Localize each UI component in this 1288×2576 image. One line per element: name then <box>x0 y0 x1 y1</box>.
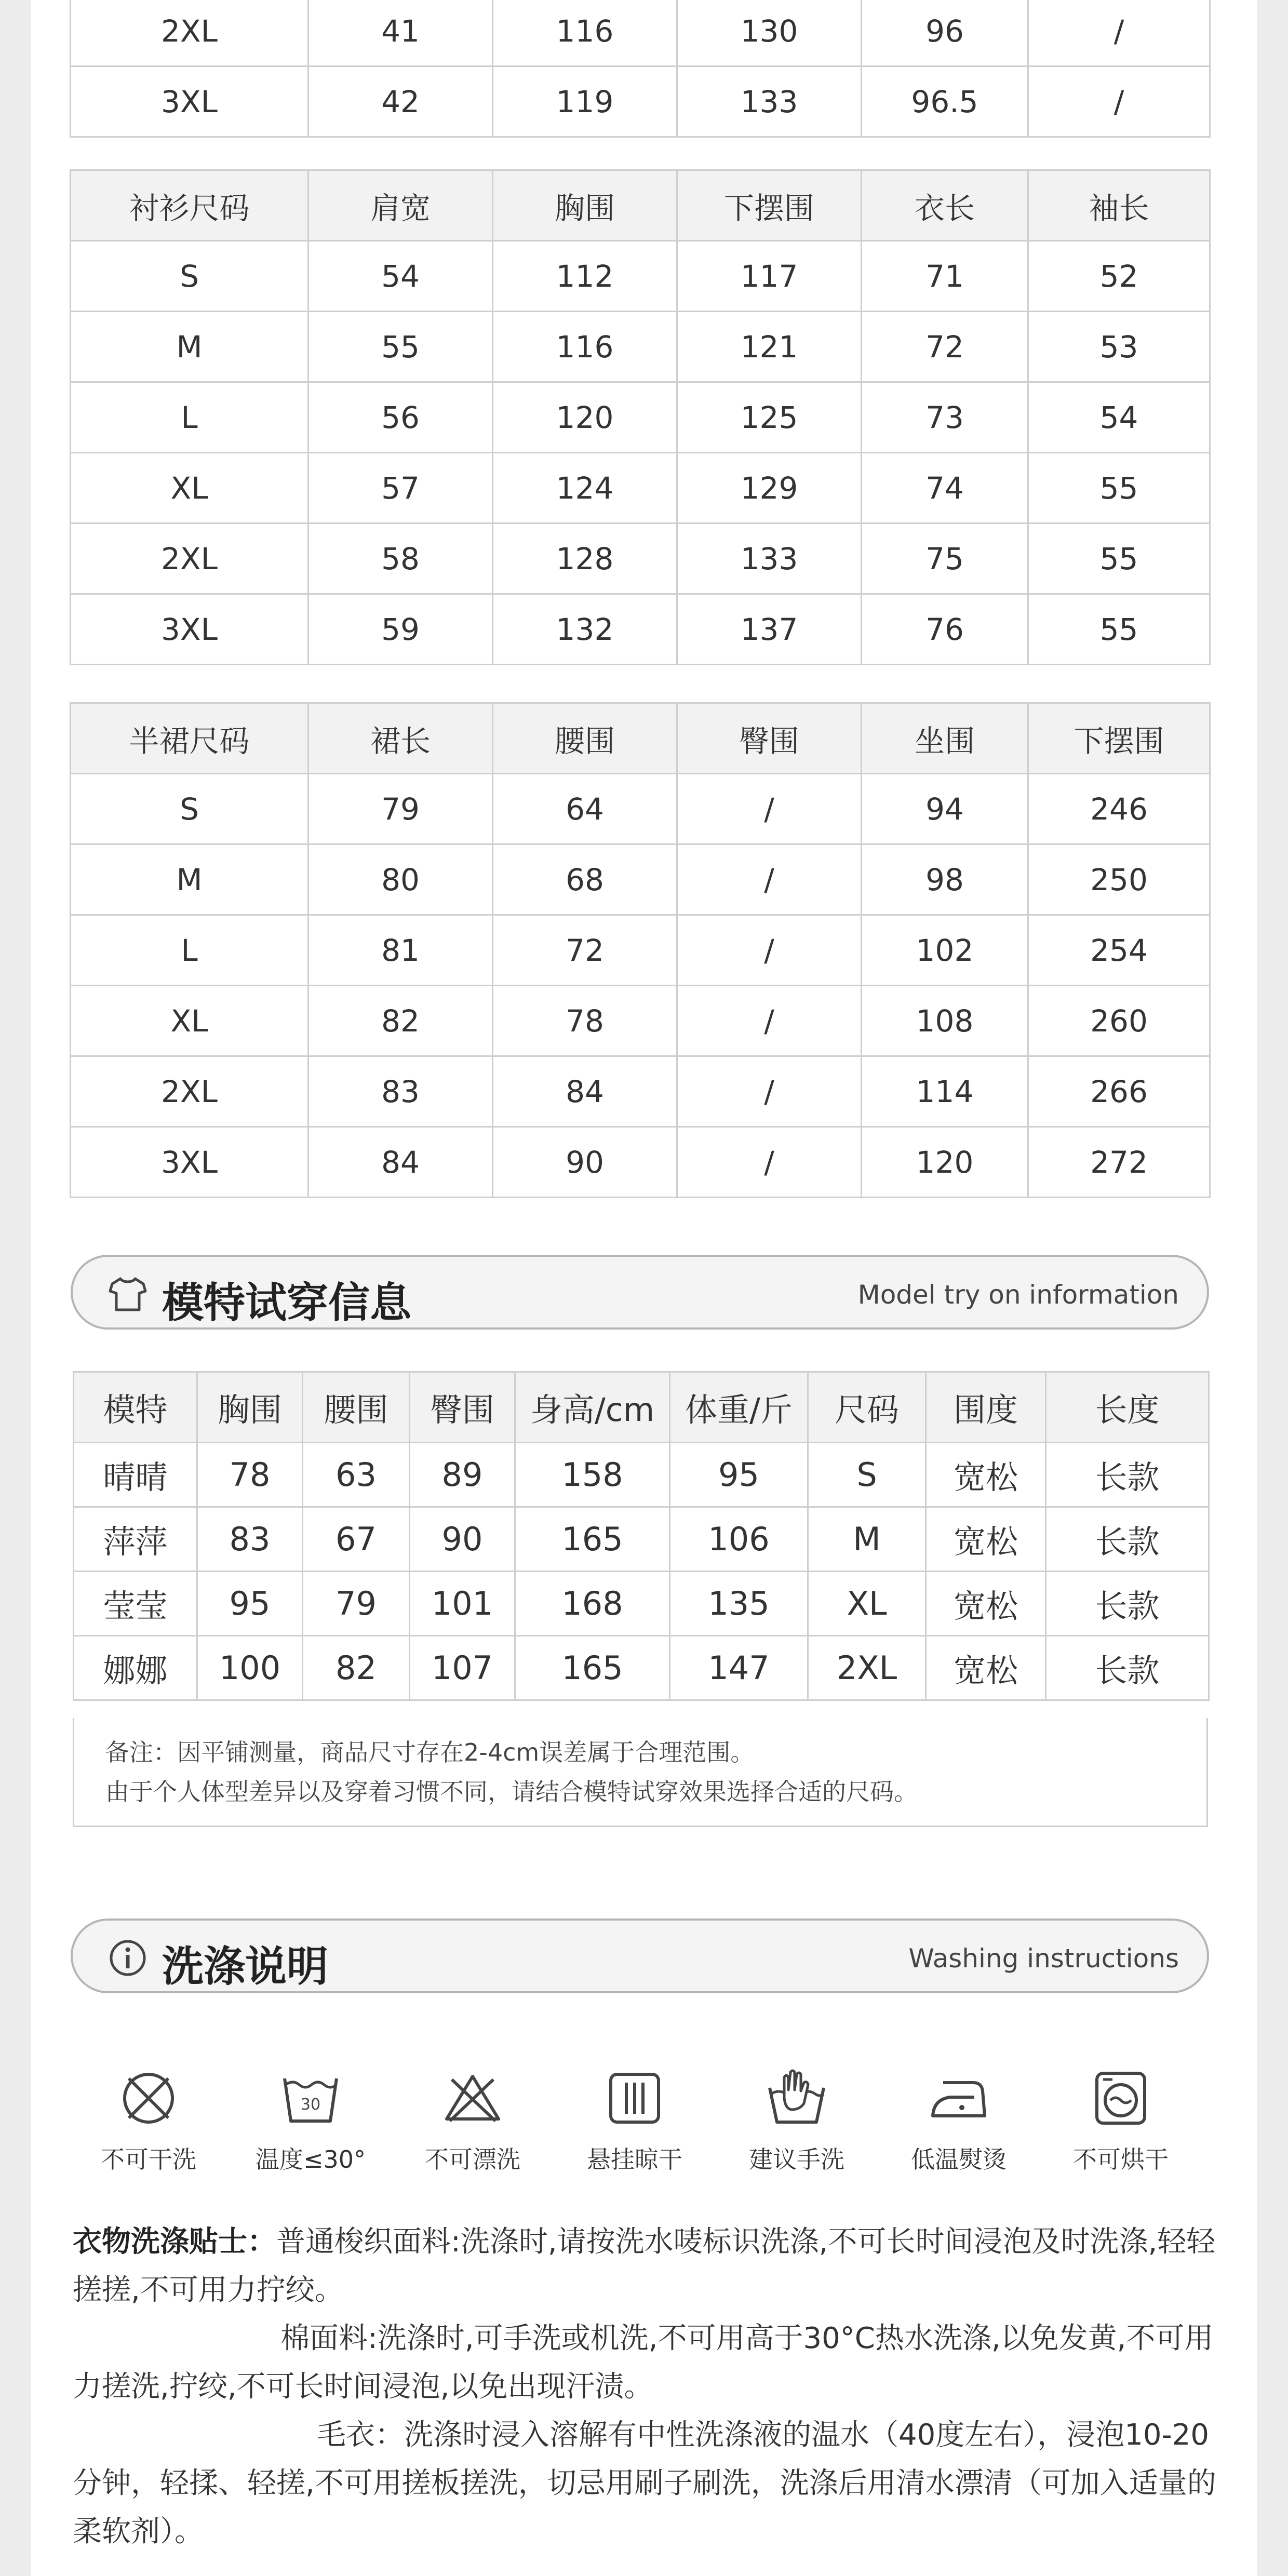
table-row <box>71 1056 1210 1127</box>
model-section-subtitle: Model try on information <box>857 1280 1179 1310</box>
right-margin <box>1257 0 1288 2576</box>
table-cell: 125 <box>677 382 862 453</box>
model-section-header <box>71 1255 1209 1330</box>
table-row <box>71 594 1210 665</box>
table-cell: 94 <box>862 774 1028 844</box>
table-cell: 娜娜 <box>74 1636 197 1700</box>
shirt-icon <box>107 1273 149 1315</box>
table-cell: 2XL <box>71 0 308 66</box>
table-cell: 59 <box>308 594 493 665</box>
column-header: 衣长 <box>862 170 1028 241</box>
model-try-on-table <box>73 1371 1210 1701</box>
table-cell: 82 <box>308 986 493 1056</box>
table-cell: 64 <box>493 774 677 844</box>
table-cell: 96 <box>862 0 1028 66</box>
table-cell: 102 <box>862 915 1028 986</box>
table-cell: / <box>677 915 862 986</box>
hang-dry-icon <box>603 2067 666 2129</box>
table-cell: 78 <box>197 1443 303 1507</box>
table-cell: 长款 <box>1046 1572 1209 1636</box>
table-cell: 114 <box>862 1056 1028 1127</box>
table-cell: 63 <box>303 1443 410 1507</box>
table-cell: 106 <box>670 1507 808 1572</box>
table-cell: 120 <box>493 382 677 453</box>
tips-paragraph-2 <box>73 2314 1231 2411</box>
table-cell: 2XL <box>808 1636 926 1700</box>
table-row <box>71 844 1210 915</box>
table-cell: 83 <box>308 1056 493 1127</box>
table-cell: XL <box>71 986 308 1056</box>
table-cell: 84 <box>308 1127 493 1198</box>
wash-item-low-iron <box>876 2067 1042 2175</box>
table-cell: 73 <box>862 382 1028 453</box>
tips-paragraph-3 <box>73 2411 1231 2556</box>
table-cell: S <box>808 1443 926 1507</box>
table-cell: 长款 <box>1046 1636 1209 1700</box>
column-header: 袖长 <box>1028 170 1210 241</box>
table-cell: 宽松 <box>926 1636 1046 1700</box>
column-header: 坐围 <box>862 703 1028 774</box>
column-header: 裙长 <box>308 703 493 774</box>
left-margin <box>0 0 31 2576</box>
table-row <box>71 382 1210 453</box>
table-cell: 137 <box>677 594 862 665</box>
table-cell: L <box>71 382 308 453</box>
table-cell: 2XL <box>71 524 308 594</box>
table-row <box>74 1636 1209 1700</box>
table-cell: M <box>71 312 308 382</box>
table-cell: 246 <box>1028 774 1210 844</box>
table-cell: 132 <box>493 594 677 665</box>
skirt-size-table-body <box>71 774 1210 1198</box>
table-cell: 101 <box>410 1572 515 1636</box>
table-cell: / <box>677 774 862 844</box>
washing-tips <box>73 2218 1231 2556</box>
table-cell: / <box>1028 66 1210 137</box>
table-row <box>71 915 1210 986</box>
table-cell: 72 <box>493 915 677 986</box>
wash-item-no-bleach <box>390 2067 556 2175</box>
table-cell: 120 <box>862 1127 1028 1198</box>
wash-item-temperature <box>227 2067 394 2175</box>
table-cell: 52 <box>1028 241 1210 312</box>
table-cell: 萍萍 <box>74 1507 197 1572</box>
table-cell: 3XL <box>71 594 308 665</box>
table-cell: 宽松 <box>926 1443 1046 1507</box>
table-row <box>71 774 1210 844</box>
table-cell: 55 <box>1028 524 1210 594</box>
table-cell: 116 <box>493 312 677 382</box>
wash-item-hand-wash <box>714 2067 880 2175</box>
table-row <box>71 241 1210 312</box>
table-row <box>71 524 1210 594</box>
tips-paragraph-1 <box>73 2218 1231 2314</box>
table-cell: 121 <box>677 312 862 382</box>
tips-heading: 衣物洗涤贴士： <box>73 2225 276 2259</box>
column-header: 下摆围 <box>677 170 862 241</box>
table-cell: 长款 <box>1046 1507 1209 1572</box>
table-cell: 124 <box>493 453 677 524</box>
table-cell: 长款 <box>1046 1443 1209 1507</box>
table-cell: 74 <box>862 453 1028 524</box>
low-iron-icon <box>928 2067 990 2129</box>
top-size-table-body <box>71 0 1210 137</box>
column-header: 体重/斤 <box>670 1372 808 1443</box>
shirt-size-header-row <box>71 170 1210 241</box>
column-header: 长度 <box>1046 1372 1209 1443</box>
column-header: 肩宽 <box>308 170 493 241</box>
column-header: 围度 <box>926 1372 1046 1443</box>
wash-item-no-dry-clean <box>65 2067 232 2175</box>
table-row <box>71 0 1210 66</box>
table-cell: 95 <box>197 1572 303 1636</box>
table-cell: 90 <box>493 1127 677 1198</box>
no-bleach-icon <box>441 2067 504 2129</box>
skirt-size-header-row <box>71 703 1210 774</box>
table-cell: 107 <box>410 1636 515 1700</box>
table-cell: 55 <box>308 312 493 382</box>
no-tumble-dry-icon <box>1090 2067 1152 2129</box>
table-row <box>71 66 1210 137</box>
table-cell: 72 <box>862 312 1028 382</box>
measurement-note <box>73 1718 1208 1827</box>
table-cell: 2XL <box>71 1056 308 1127</box>
wash-label-1: 温度≤30° <box>255 2145 366 2174</box>
wash-item-hang-dry <box>552 2067 718 2175</box>
tips-text-1: 普通梭织面料:洗涤时,请按洗水唛标识洗涤,不可长时间浸泡及时洗涤,轻轻搓搓,不可用力拧绞。 <box>73 2225 1216 2307</box>
table-cell: 晴晴 <box>74 1443 197 1507</box>
table-cell: 95 <box>670 1443 808 1507</box>
tips-text-3: 毛衣：洗涤时浸入溶解有中性洗涤液的温水（40度左右），浸泡10-20分钟，轻揉、轻搓,不可用搓板搓洗，切忌用刷子刷洗，洗涤后用清水漂清（可加入适量的柔软剂）。 <box>73 2418 1216 2548</box>
table-cell: 3XL <box>71 1127 308 1198</box>
table-row <box>71 986 1210 1056</box>
hand-wash-icon <box>766 2067 828 2129</box>
table-cell: 165 <box>515 1507 670 1572</box>
wash-label-3: 悬挂晾干 <box>587 2145 682 2174</box>
table-cell: 41 <box>308 0 493 66</box>
table-cell: 135 <box>670 1572 808 1636</box>
table-cell: 250 <box>1028 844 1210 915</box>
table-cell: 71 <box>862 241 1028 312</box>
table-cell: 133 <box>677 524 862 594</box>
table-cell: 79 <box>303 1572 410 1636</box>
table-cell: 147 <box>670 1636 808 1700</box>
table-cell: S <box>71 241 308 312</box>
column-header: 腰围 <box>493 703 677 774</box>
column-header: 下摆围 <box>1028 703 1210 774</box>
table-cell: 76 <box>862 594 1028 665</box>
table-cell: / <box>677 986 862 1056</box>
table-cell: 宽松 <box>926 1507 1046 1572</box>
column-header: 胸围 <box>493 170 677 241</box>
table-cell: 260 <box>1028 986 1210 1056</box>
table-row <box>74 1443 1209 1507</box>
shirt-size-table <box>70 169 1211 665</box>
table-cell: 98 <box>862 844 1028 915</box>
column-header: 臀围 <box>677 703 862 774</box>
table-cell: 58 <box>308 524 493 594</box>
wash-label-6: 不可烘干 <box>1073 2145 1169 2174</box>
no-dry-clean-icon <box>117 2067 180 2129</box>
wash-section-header <box>71 1918 1209 1993</box>
table-cell: M <box>808 1507 926 1572</box>
table-row <box>74 1507 1209 1572</box>
table-cell: 96.5 <box>862 66 1028 137</box>
table-cell: 112 <box>493 241 677 312</box>
table-cell: 67 <box>303 1507 410 1572</box>
shirt-size-table-body <box>71 241 1210 665</box>
table-cell: 42 <box>308 66 493 137</box>
table-cell: 90 <box>410 1507 515 1572</box>
table-cell: 54 <box>308 241 493 312</box>
table-cell: 117 <box>677 241 862 312</box>
wash-30-icon <box>279 2067 342 2129</box>
wash-temp-text: 30 <box>300 2096 321 2114</box>
model-table-body <box>74 1443 1209 1700</box>
table-cell: 68 <box>493 844 677 915</box>
table-cell: 116 <box>493 0 677 66</box>
table-cell: 158 <box>515 1443 670 1507</box>
table-cell: 130 <box>677 0 862 66</box>
table-row <box>74 1572 1209 1636</box>
table-cell: 165 <box>515 1636 670 1700</box>
column-header: 模特 <box>74 1372 197 1443</box>
wash-section-subtitle: Washing instructions <box>908 1943 1179 1974</box>
table-cell: 55 <box>1028 453 1210 524</box>
table-cell: 56 <box>308 382 493 453</box>
table-cell: 3XL <box>71 66 308 137</box>
tips-text-2: 棉面料:洗涤时,可手洗或机洗,不可用高于30°C热水洗涤,以免发黄,不可用力搓洗,拧绞,不可长时间浸泡,以免出现汗渍。 <box>73 2322 1214 2404</box>
table-row <box>71 312 1210 382</box>
model-header-row <box>74 1372 1209 1443</box>
table-cell: 108 <box>862 986 1028 1056</box>
column-header: 臀围 <box>410 1372 515 1443</box>
wash-label-4: 建议手洗 <box>749 2145 844 2174</box>
table-cell: 129 <box>677 453 862 524</box>
table-cell: 89 <box>410 1443 515 1507</box>
table-cell: 168 <box>515 1572 670 1636</box>
table-cell: 53 <box>1028 312 1210 382</box>
table-cell: 75 <box>862 524 1028 594</box>
column-header: 胸围 <box>197 1372 303 1443</box>
table-cell: / <box>677 844 862 915</box>
column-header: 半裙尺码 <box>71 703 308 774</box>
note-line-1: 备注：因平铺测量，商品尺寸存在2-4cm误差属于合理范围。 <box>105 1738 755 1766</box>
table-cell: 254 <box>1028 915 1210 986</box>
table-cell: 57 <box>308 453 493 524</box>
table-cell: 100 <box>197 1636 303 1700</box>
table-cell: 128 <box>493 524 677 594</box>
table-cell: 80 <box>308 844 493 915</box>
table-cell: 莹莹 <box>74 1572 197 1636</box>
column-header: 衬衫尺码 <box>71 170 308 241</box>
top-size-table <box>70 0 1211 138</box>
column-header: 身高/cm <box>515 1372 670 1443</box>
table-cell: 78 <box>493 986 677 1056</box>
table-cell: 84 <box>493 1056 677 1127</box>
table-cell: 82 <box>303 1636 410 1700</box>
table-cell: 119 <box>493 66 677 137</box>
note-line-2: 由于个人体型差异以及穿着习惯不同，请结合模特试穿效果选择合适的尺码。 <box>105 1778 918 1806</box>
table-cell: L <box>71 915 308 986</box>
table-row <box>71 1127 1210 1198</box>
table-cell: XL <box>808 1572 926 1636</box>
table-cell: XL <box>71 453 308 524</box>
table-cell: 266 <box>1028 1056 1210 1127</box>
table-cell: 133 <box>677 66 862 137</box>
table-cell: 272 <box>1028 1127 1210 1198</box>
info-icon <box>107 1937 149 1979</box>
table-cell: 55 <box>1028 594 1210 665</box>
table-cell: 81 <box>308 915 493 986</box>
wash-label-0: 不可干洗 <box>101 2145 196 2174</box>
skirt-size-table <box>70 702 1211 1198</box>
table-cell: S <box>71 774 308 844</box>
wash-label-2: 不可漂洗 <box>425 2145 520 2174</box>
table-row <box>71 453 1210 524</box>
wash-label-5: 低温熨烫 <box>911 2145 1007 2174</box>
table-cell: 宽松 <box>926 1572 1046 1636</box>
wash-item-no-tumble-dry <box>1038 2067 1204 2175</box>
table-cell: 54 <box>1028 382 1210 453</box>
table-cell: 79 <box>308 774 493 844</box>
wash-section-title: 洗涤说明 <box>162 1942 328 1991</box>
column-header: 腰围 <box>303 1372 410 1443</box>
table-cell: M <box>71 844 308 915</box>
table-cell: 83 <box>197 1507 303 1572</box>
column-header: 尺码 <box>808 1372 926 1443</box>
table-cell: / <box>677 1056 862 1127</box>
table-cell: / <box>677 1127 862 1198</box>
table-cell: / <box>1028 0 1210 66</box>
model-section-title: 模特试穿信息 <box>162 1279 411 1327</box>
